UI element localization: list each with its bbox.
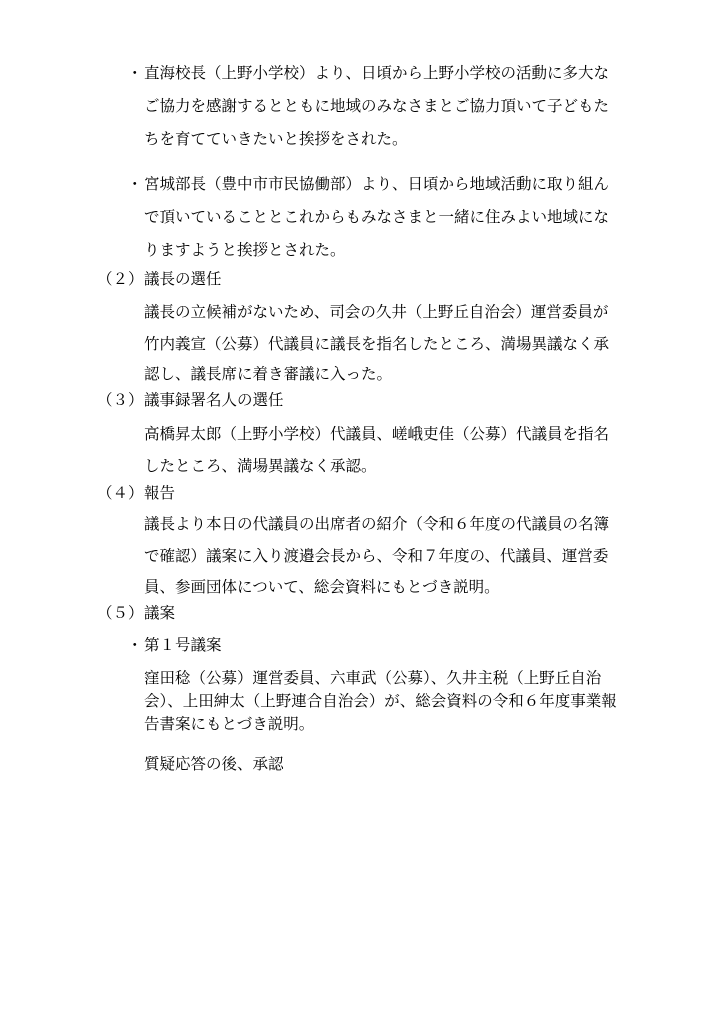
agenda-item-line-2: 会）、上田紳太（上野連合自治会）が、総会資料の令和６年度事業報 — [144, 692, 617, 710]
section-2-line-2: 竹内義宣（公募）代議員に議長を指名したところ、満場異議なく承 — [144, 335, 610, 353]
section-4-line-2: で確認）議案に入り渡邉会長から、令和７年度の、代議員、運営委 — [144, 547, 609, 565]
agenda-item-line-1: 窪田稔（公募）運営委員、六車武（公募）、久井主税（上野丘自治 — [144, 669, 602, 687]
section-4-heading: 報告 — [144, 484, 176, 502]
section-3-line-1: 高橋昇太郎（上野小学校）代議員、嵯峨吏佳（公募）代議員を指名 — [144, 425, 610, 443]
section-3-number: （３） — [97, 391, 144, 409]
section-2-heading: 議長の選任 — [144, 270, 222, 288]
section-3-line-2: したところ、満場異議なく承認。 — [144, 457, 377, 475]
section-4-line-1: 議長より本日の代議員の出席者の紹介（令和６年度の代議員の名簿 — [144, 515, 610, 533]
greeting-2-line-2: で頂いていることとこれからもみなさまと一緒に住みよい地域にな — [144, 208, 610, 226]
section-5-number: （５） — [97, 604, 144, 622]
greeting-2-bullet: ・ — [127, 175, 143, 193]
agenda-item-bullet: ・ — [127, 636, 143, 654]
section-2-line-1: 議長の立候補がないため、司会の久井（上野丘自治会）運営委員が — [144, 303, 609, 321]
section-5-heading: 議案 — [144, 604, 176, 622]
section-3-heading: 議事録署名人の選任 — [144, 391, 284, 409]
greeting-2-line-1: 宮城部長（豊中市市民協働部）より、日頃から地域活動に取り組ん — [144, 175, 610, 193]
section-4-number: （４） — [97, 484, 144, 502]
section-2-number: （２） — [97, 270, 144, 288]
agenda-item-result: 質疑応答の後、承認 — [144, 755, 284, 773]
agenda-item-line-3: 告書案にもとづき説明。 — [144, 715, 315, 733]
section-2-line-3: 認し、議長席に着き審議に入った。 — [144, 365, 393, 383]
agenda-item-title: 第１号議案 — [144, 636, 222, 654]
greeting-1-line-2: ご協力を感謝するとともに地域のみなさまとご協力頂いて子どもた — [144, 97, 610, 115]
greeting-1-bullet: ・ — [127, 64, 143, 82]
greeting-1-line-3: ちを育てていきたいと挨拶をされた。 — [144, 130, 408, 148]
section-4-line-3: 員、参画団体について、総会資料にもとづき説明。 — [144, 578, 500, 596]
greeting-1-line-1: 直海校長（上野小学校）より、日頃から上野小学校の活動に多大な — [144, 64, 610, 82]
greeting-2-line-3: りますようと挨拶とされた。 — [144, 241, 346, 259]
